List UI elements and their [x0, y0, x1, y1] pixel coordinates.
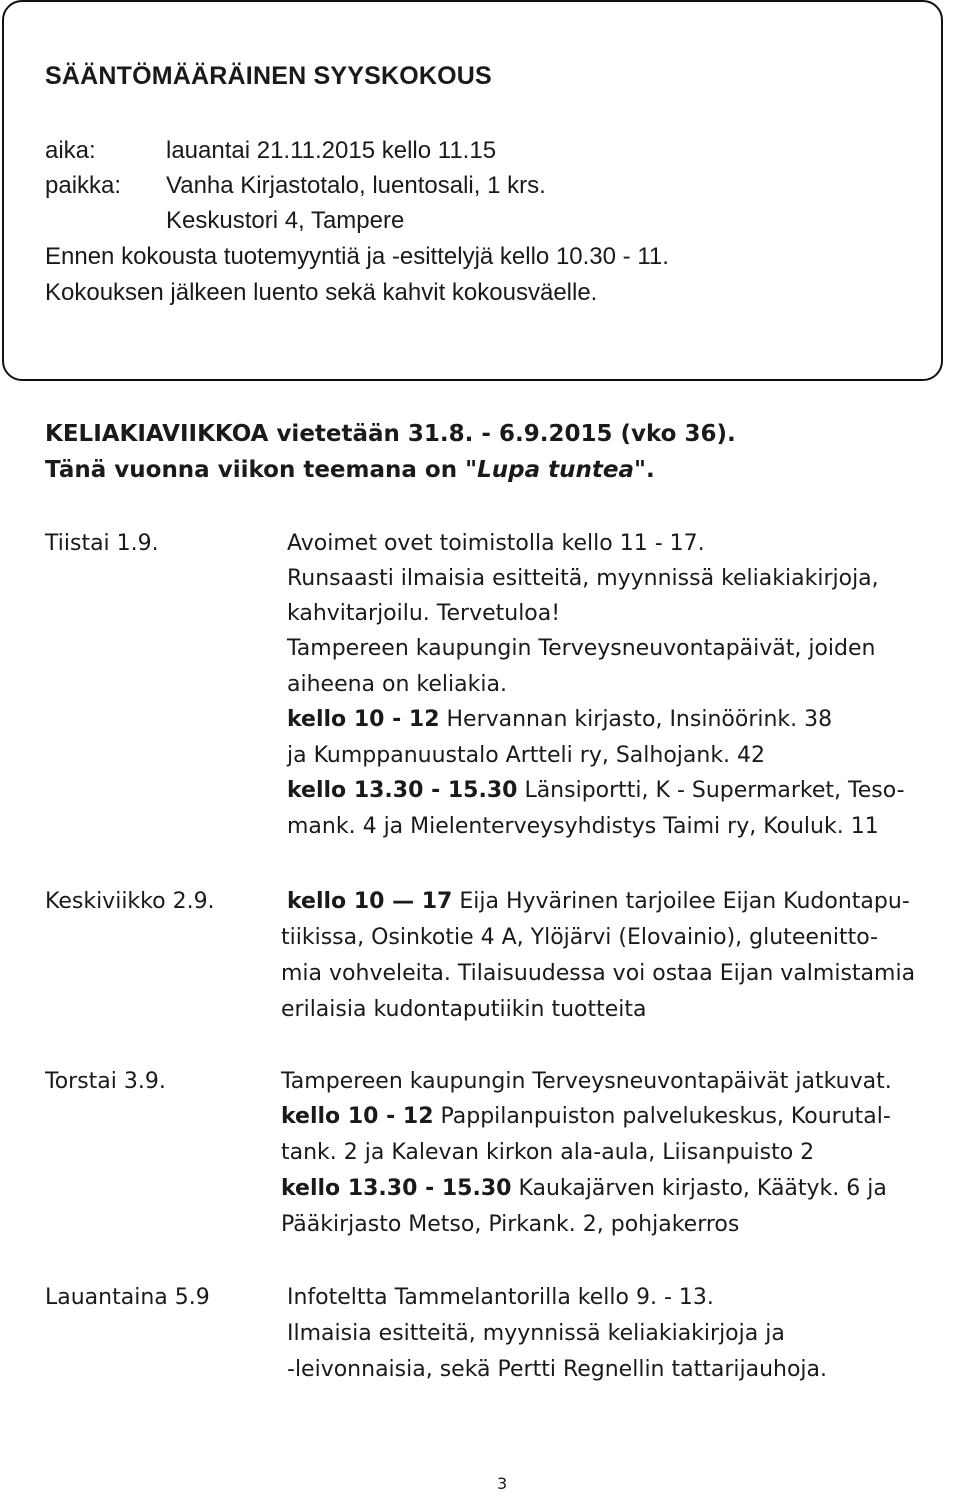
line-text: Tampereen kaupungin Terveysneuvontapäivät jatkuvat. — [281, 1069, 892, 1094]
schedule-line — [287, 636, 876, 661]
schedule-line — [287, 1285, 714, 1310]
week-theme-prefix: Tänä vuonna viikon teemana on — [45, 457, 466, 483]
line-text: Runsaasti ilmaisia esitteitä, myynnissä keliakiakirjoja, — [287, 566, 879, 591]
meeting-note-1: Ennen kokousta tuotemyyntiä ja -esittelyjä kello 10.30 - 11. — [45, 243, 669, 270]
schedule-line — [287, 889, 910, 914]
week-heading: KELIAKIAVIIKKOA vietetään 31.8. - 6.9.2015 (vko 36). — [45, 421, 736, 447]
schedule-line — [281, 925, 878, 950]
line-text: Pappilanpuiston palvelukeskus, Kourutal- — [433, 1104, 891, 1129]
line-text: ja Kumppanuustalo Artteli ry, Salhojank. 42 — [287, 743, 766, 768]
line-text: Avoimet ovet toimistolla kello 11 - 17. — [287, 531, 705, 556]
week-theme: "Lupa tuntea" — [465, 457, 646, 483]
time-range: kello 13.30 - 15.30 — [287, 778, 518, 803]
line-text: tiikissa, Osinkotie 4 A, Ylöjärvi (Elovainio), gluteenitto- — [281, 925, 878, 950]
line-text: Infoteltta Tammelantorilla kello 9. - 13. — [287, 1285, 714, 1310]
schedule-line — [287, 601, 560, 626]
day-label: Tiistai 1.9. — [45, 531, 159, 556]
line-text: Länsiportti, K - Supermarket, Teso- — [517, 778, 905, 803]
schedule-line — [287, 778, 905, 803]
page-number: 3 — [497, 1474, 508, 1493]
line-text: tank. 2 ja Kalevan kirkon ala-aula, Liisanpuisto 2 — [281, 1140, 815, 1165]
line-text: mia vohveleita. Tilaisuudessa voi ostaa Eijan valmistamia — [281, 961, 916, 986]
time-range: kello 10 — 17 — [287, 889, 453, 914]
schedule-line — [281, 1104, 891, 1129]
schedule-line — [287, 672, 507, 697]
day-label: Keskiviikko 2.9. — [45, 889, 215, 914]
schedule-line — [287, 1321, 785, 1346]
line-text: Hervannan kirjasto, Insinöörink. 38 — [439, 707, 833, 732]
schedule-line — [287, 1357, 827, 1382]
schedule-line — [287, 743, 765, 768]
schedule-line — [281, 1069, 892, 1094]
schedule-line — [287, 531, 705, 556]
line-text: Ilmaisia esitteitä, myynnissä keliakiakirjoja ja — [287, 1321, 785, 1346]
time-range: kello 10 - 12 — [287, 707, 440, 732]
line-text: Kaukajärven kirjasto, Käätyk. 6 ja — [511, 1176, 887, 1201]
paikka-value: Vanha Kirjastotalo, luentosali, 1 krs. — [166, 172, 546, 199]
line-text: kahvitarjoilu. Tervetuloa! — [287, 601, 561, 626]
day-label: Torstai 3.9. — [45, 1069, 166, 1094]
week-theme-suffix: . — [645, 457, 655, 483]
week-theme-line — [45, 457, 655, 483]
schedule-line — [281, 997, 647, 1022]
line-text: erilaisia kudontaputiikin tuotteita — [281, 997, 647, 1022]
time-range: kello 10 - 12 — [281, 1104, 434, 1129]
line-text: Tampereen kaupungin Terveysneuvontapäivät, joiden — [287, 636, 876, 661]
line-text: Eija Hyvärinen tarjoilee Eijan Kudontapu- — [452, 889, 910, 914]
line-text: Pääkirjasto Metso, Pirkank. 2, pohjakerros — [281, 1212, 740, 1237]
meeting-note-2: Kokouksen jälkeen luento sekä kahvit kokousväelle. — [45, 279, 598, 306]
aika-value: lauantai 21.11.2015 kello 11.15 — [166, 137, 497, 164]
line-text: -leivonnaisia, sekä Pertti Regnellin tattarijauhoja. — [287, 1357, 828, 1382]
day-label: Lauantaina 5.9 — [45, 1285, 210, 1310]
schedule-line — [281, 1176, 887, 1201]
schedule-line — [281, 1140, 814, 1165]
paikka-value-2: Keskustori 4, Tampere — [166, 207, 405, 234]
schedule-line — [287, 814, 879, 839]
time-range: kello 13.30 - 15.30 — [281, 1176, 512, 1201]
schedule-line — [281, 1212, 739, 1237]
meeting-title: SÄÄNTÖMÄÄRÄINEN SYYSKOKOUS — [45, 62, 492, 90]
schedule-line — [281, 961, 915, 986]
paikka-label: paikka: — [45, 172, 122, 199]
schedule-line — [287, 707, 832, 732]
line-text: mank. 4 ja Mielenterveysyhdistys Taimi ry, Kouluk. 11 — [287, 814, 879, 839]
line-text: aiheena on keliakia. — [287, 672, 507, 697]
aika-label: aika: — [45, 137, 96, 164]
schedule-line — [287, 566, 879, 591]
